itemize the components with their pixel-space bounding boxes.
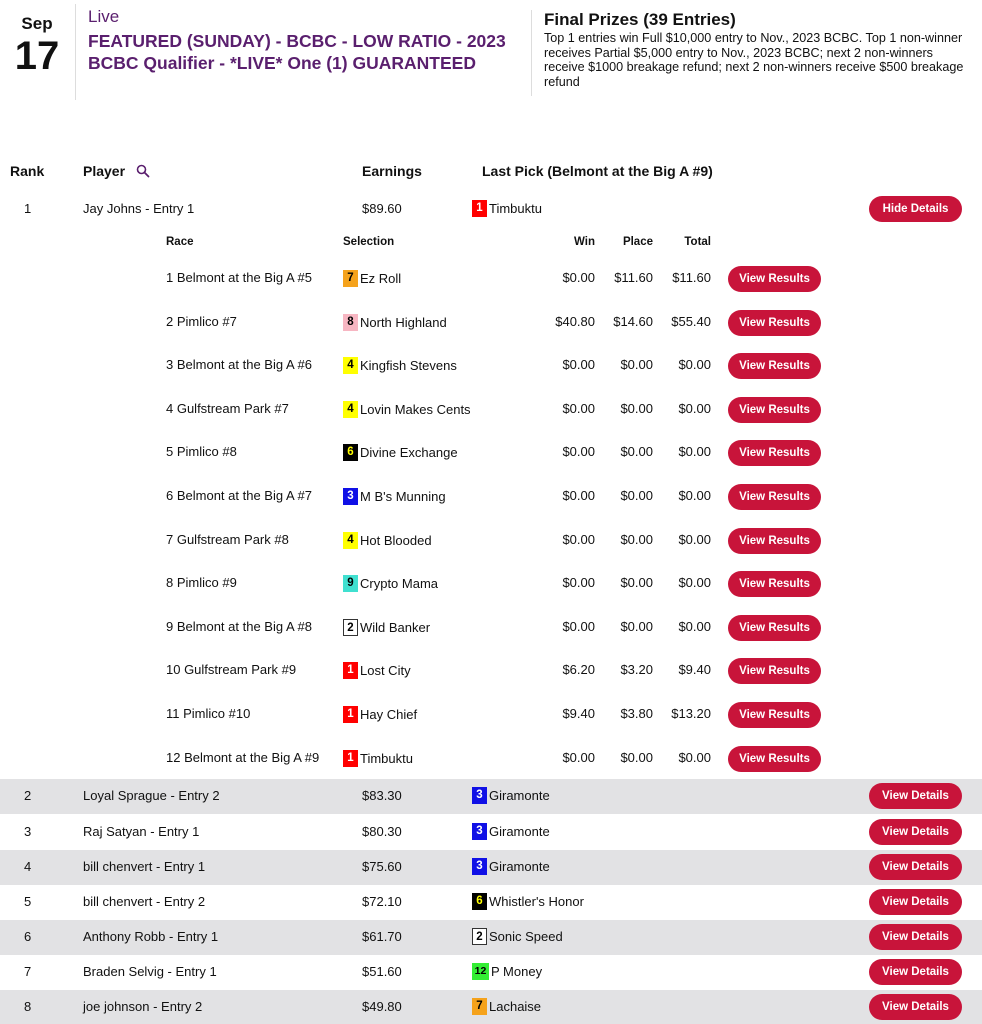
horse-name: Hay Chief	[360, 707, 418, 722]
total-amount: $0.00	[678, 488, 711, 503]
total-amount: $0.00	[678, 749, 711, 765]
post-position-badge: 8	[343, 314, 358, 331]
rank-cell: 6	[24, 929, 32, 944]
race-detail-row	[0, 606, 982, 650]
table-row	[0, 192, 982, 227]
event-header	[0, 0, 982, 110]
race-name: 1 Belmont at the Big A #5	[166, 270, 312, 285]
details-header-place: Place	[622, 236, 653, 248]
player-name[interactable]: Braden Selvig - Entry 1	[83, 964, 217, 979]
divider	[531, 10, 532, 96]
earnings-cell: $75.60	[362, 859, 402, 874]
table-row	[0, 990, 982, 1024]
player-name[interactable]: Jay Johns - Entry 1	[83, 201, 195, 216]
post-position-badge: 7	[472, 998, 487, 1015]
view-results-button[interactable]: View Results	[728, 310, 821, 336]
race-name: 12 Belmont at the Big A #9	[166, 749, 320, 765]
event-date	[4, 14, 70, 78]
prizes-title: Final Prizes (39 Entries)	[544, 10, 736, 29]
place-amount: $0.00	[620, 749, 653, 765]
post-position-badge: 3	[472, 787, 487, 804]
race-name: 7 Gulfstream Park #8	[166, 531, 289, 547]
win-amount: $0.00	[562, 357, 595, 373]
place-amount: $0.00	[620, 531, 653, 547]
pick-cell	[343, 532, 432, 549]
rank-cell: 3	[24, 824, 32, 839]
total-amount: $0.00	[678, 618, 711, 634]
prizes-description: Top 1 entries win Full $10,000 entry to Nov., 2023 BCBC. Top 1 non-winner receives Partial $5,000 entry to Nov., 2023 BCBC; next 2 non-winners receive $1000 breakage refund; next 2 non-winners receive $500 breakage refund	[544, 31, 964, 89]
details-header-win: Win	[574, 236, 595, 248]
win-amount: $0.00	[562, 531, 595, 547]
race-detail-row	[0, 562, 982, 606]
total-amount: $11.60	[672, 270, 711, 285]
horse-name: Sonic Speed	[489, 929, 563, 944]
race-detail-row	[0, 475, 982, 519]
earnings-cell: $83.30	[362, 788, 402, 803]
event-status: Live	[88, 7, 120, 26]
place-amount: $14.60	[613, 313, 653, 329]
view-details-button[interactable]: View Details	[869, 924, 962, 950]
details-header-total: Total	[684, 236, 711, 248]
post-position-badge: 2	[343, 619, 358, 636]
race-name: 11 Pimlico #10	[166, 706, 251, 721]
post-position-badge: 7	[343, 270, 358, 287]
pick-cell	[472, 928, 563, 945]
rank-cell: 4	[24, 859, 32, 874]
post-position-badge: 2	[472, 928, 487, 945]
race-detail-row	[0, 649, 982, 693]
table-row	[0, 779, 982, 814]
view-results-button[interactable]: View Results	[728, 440, 821, 466]
column-header-player: Player	[83, 163, 126, 179]
horse-name: Timbuktu	[489, 201, 542, 216]
pick-cell	[343, 270, 401, 287]
post-position-badge: 4	[343, 401, 358, 418]
place-amount: $0.00	[620, 575, 653, 591]
win-amount: $6.20	[562, 662, 595, 678]
post-position-badge: 9	[343, 575, 358, 592]
details-header-selection: Selection	[343, 236, 395, 248]
event-day: 17	[14, 34, 60, 78]
horse-name: P Money	[491, 964, 543, 979]
pick-cell	[472, 823, 550, 840]
race-detail-row	[0, 519, 982, 563]
view-results-button[interactable]: View Results	[728, 658, 821, 684]
horse-name: Lovin Makes Cents	[360, 401, 471, 417]
post-position-badge: 3	[343, 488, 358, 505]
horse-name: North Highland	[360, 314, 447, 330]
horse-name: Hot Blooded	[360, 532, 432, 548]
race-name: 10 Gulfstream Park #9	[166, 662, 297, 678]
pick-cell	[343, 619, 430, 636]
view-results-button[interactable]: View Results	[728, 571, 821, 597]
win-amount: $0.00	[562, 270, 595, 285]
view-results-button[interactable]: View Results	[728, 746, 821, 772]
horse-name: Lachaise	[489, 999, 542, 1014]
race-detail-row	[0, 388, 982, 432]
horse-name: Kingfish Stevens	[360, 358, 457, 374]
place-amount: $3.20	[620, 662, 653, 678]
total-amount: $0.00	[678, 400, 711, 416]
event-title: FEATURED (SUNDAY) - BCBC - LOW RATIO - 2023 BCBC Qualifier - *LIVE* One (1) GUARANTEED	[88, 31, 506, 73]
post-position-badge: 1	[343, 662, 358, 679]
pick-cell	[472, 963, 542, 980]
total-amount: $9.40	[678, 662, 711, 678]
horse-name: M B's Munning	[360, 489, 446, 504]
race-name: 6 Belmont at the Big A #7	[166, 488, 312, 503]
player-name[interactable]: bill chenvert - Entry 1	[83, 859, 206, 874]
view-details-button[interactable]: View Details	[869, 994, 962, 1020]
hide-details-button[interactable]: Hide Details	[869, 196, 962, 222]
earnings-cell: $61.70	[362, 929, 402, 944]
pick-cell	[343, 401, 471, 418]
place-amount: $0.00	[620, 488, 653, 503]
win-amount: $0.00	[562, 749, 595, 765]
pick-cell	[343, 314, 447, 331]
table-row	[0, 885, 982, 920]
post-position-badge: 1	[343, 750, 358, 767]
view-results-button[interactable]: View Results	[728, 397, 821, 423]
race-detail-row	[0, 693, 982, 737]
race-detail-row	[0, 301, 982, 345]
rank-cell: 8	[24, 999, 32, 1014]
race-name: 5 Pimlico #8	[166, 444, 237, 460]
view-results-button[interactable]: View Results	[728, 266, 821, 292]
view-results-button[interactable]: View Results	[728, 528, 821, 554]
post-position-badge: 3	[472, 823, 487, 840]
table-row	[0, 815, 982, 850]
pick-cell	[472, 200, 542, 217]
post-position-badge: 4	[343, 532, 358, 549]
rank-cell: 1	[24, 201, 32, 216]
post-position-badge: 3	[472, 858, 487, 875]
total-amount: $55.40	[671, 313, 711, 329]
place-amount: $0.00	[620, 400, 653, 416]
horse-name: Divine Exchange	[360, 445, 458, 461]
place-amount: $11.60	[614, 270, 653, 285]
player-name[interactable]: Loyal Sprague - Entry 2	[83, 788, 220, 803]
pick-cell	[343, 575, 438, 592]
win-amount: $40.80	[555, 313, 595, 329]
win-amount: $0.00	[562, 618, 595, 634]
pick-cell	[343, 357, 457, 374]
rank-cell: 7	[24, 964, 32, 979]
horse-name: Lost City	[360, 663, 411, 679]
pick-cell	[472, 787, 550, 804]
post-position-badge: 6	[472, 893, 487, 910]
post-position-badge: 12	[472, 963, 489, 980]
pick-cell	[343, 662, 411, 679]
post-position-badge: 1	[343, 706, 358, 723]
view-details-button[interactable]: View Details	[869, 889, 962, 915]
view-results-button[interactable]: View Results	[728, 484, 821, 510]
rank-cell: 2	[24, 788, 32, 803]
view-results-button[interactable]: View Results	[728, 702, 821, 728]
race-detail-row	[0, 737, 982, 781]
pick-cell	[343, 444, 458, 461]
column-header-last-pick: Last Pick (Belmont at the Big A #9)	[482, 163, 713, 179]
race-name: 2 Pimlico #7	[166, 313, 237, 329]
earnings-cell: $49.80	[362, 999, 402, 1014]
win-amount: $0.00	[562, 575, 595, 591]
earnings-cell: $89.60	[362, 201, 402, 216]
horse-name: Giramonte	[489, 824, 550, 839]
event-month: Sep	[21, 14, 53, 33]
pick-cell	[343, 706, 417, 723]
win-amount: $0.00	[562, 444, 595, 460]
place-amount: $3.80	[620, 706, 653, 721]
total-amount: $0.00	[678, 575, 711, 591]
win-amount: $0.00	[562, 400, 595, 416]
horse-name: Wild Banker	[360, 619, 431, 635]
column-header-rank: Rank	[10, 163, 45, 179]
column-header-earnings: Earnings	[362, 163, 422, 179]
horse-name: Giramonte	[489, 859, 550, 874]
pick-cell	[343, 750, 413, 767]
race-name: 4 Gulfstream Park #7	[166, 400, 289, 416]
view-details-button[interactable]: View Details	[869, 854, 962, 880]
horse-name: Giramonte	[489, 788, 550, 803]
player-name[interactable]: bill chenvert - Entry 2	[83, 894, 206, 909]
post-position-badge: 4	[343, 357, 358, 374]
view-results-button[interactable]: View Results	[728, 353, 821, 379]
horse-name: Crypto Mama	[360, 576, 439, 592]
table-row	[0, 955, 982, 990]
race-detail-row	[0, 344, 982, 388]
pick-cell	[472, 858, 550, 875]
race-name: 8 Pimlico #9	[166, 575, 237, 591]
race-name: 9 Belmont at the Big A #8	[166, 618, 312, 634]
total-amount: $0.00	[678, 444, 711, 460]
win-amount: $0.00	[562, 488, 595, 503]
view-details-button[interactable]: View Details	[869, 783, 962, 809]
table-row	[0, 920, 982, 955]
post-position-badge: 1	[472, 200, 487, 217]
win-amount: $9.40	[562, 706, 595, 721]
horse-name: Ez Roll	[360, 271, 402, 286]
pick-cell	[472, 998, 541, 1015]
rank-cell: 5	[24, 894, 32, 909]
player-name[interactable]: Anthony Robb - Entry 1	[83, 929, 219, 944]
race-detail-row	[0, 431, 982, 475]
total-amount: $0.00	[678, 357, 711, 373]
view-results-button[interactable]: View Results	[728, 615, 821, 641]
race-name: 3 Belmont at the Big A #6	[166, 357, 312, 373]
player-name[interactable]: Raj Satyan - Entry 1	[83, 824, 200, 839]
total-amount: $0.00	[678, 531, 711, 547]
horse-name: Timbuktu	[360, 750, 413, 766]
place-amount: $0.00	[620, 618, 653, 634]
pick-cell	[343, 488, 446, 505]
earnings-cell: $80.30	[362, 824, 402, 839]
view-details-button[interactable]: View Details	[869, 959, 962, 985]
details-header-race: Race	[166, 236, 194, 248]
view-details-button[interactable]: View Details	[869, 819, 962, 845]
race-detail-row	[0, 257, 982, 301]
player-name[interactable]: joe johnson - Entry 2	[83, 999, 203, 1014]
place-amount: $0.00	[620, 357, 653, 373]
divider	[75, 4, 76, 100]
table-row	[0, 850, 982, 885]
earnings-cell: $72.10	[362, 894, 402, 909]
pick-cell	[472, 893, 584, 910]
search-icon[interactable]	[136, 164, 150, 178]
place-amount: $0.00	[620, 444, 653, 460]
total-amount: $13.20	[671, 706, 711, 721]
earnings-cell: $51.60	[362, 964, 402, 979]
post-position-badge: 6	[343, 444, 358, 461]
horse-name: Whistler's Honor	[489, 894, 584, 909]
